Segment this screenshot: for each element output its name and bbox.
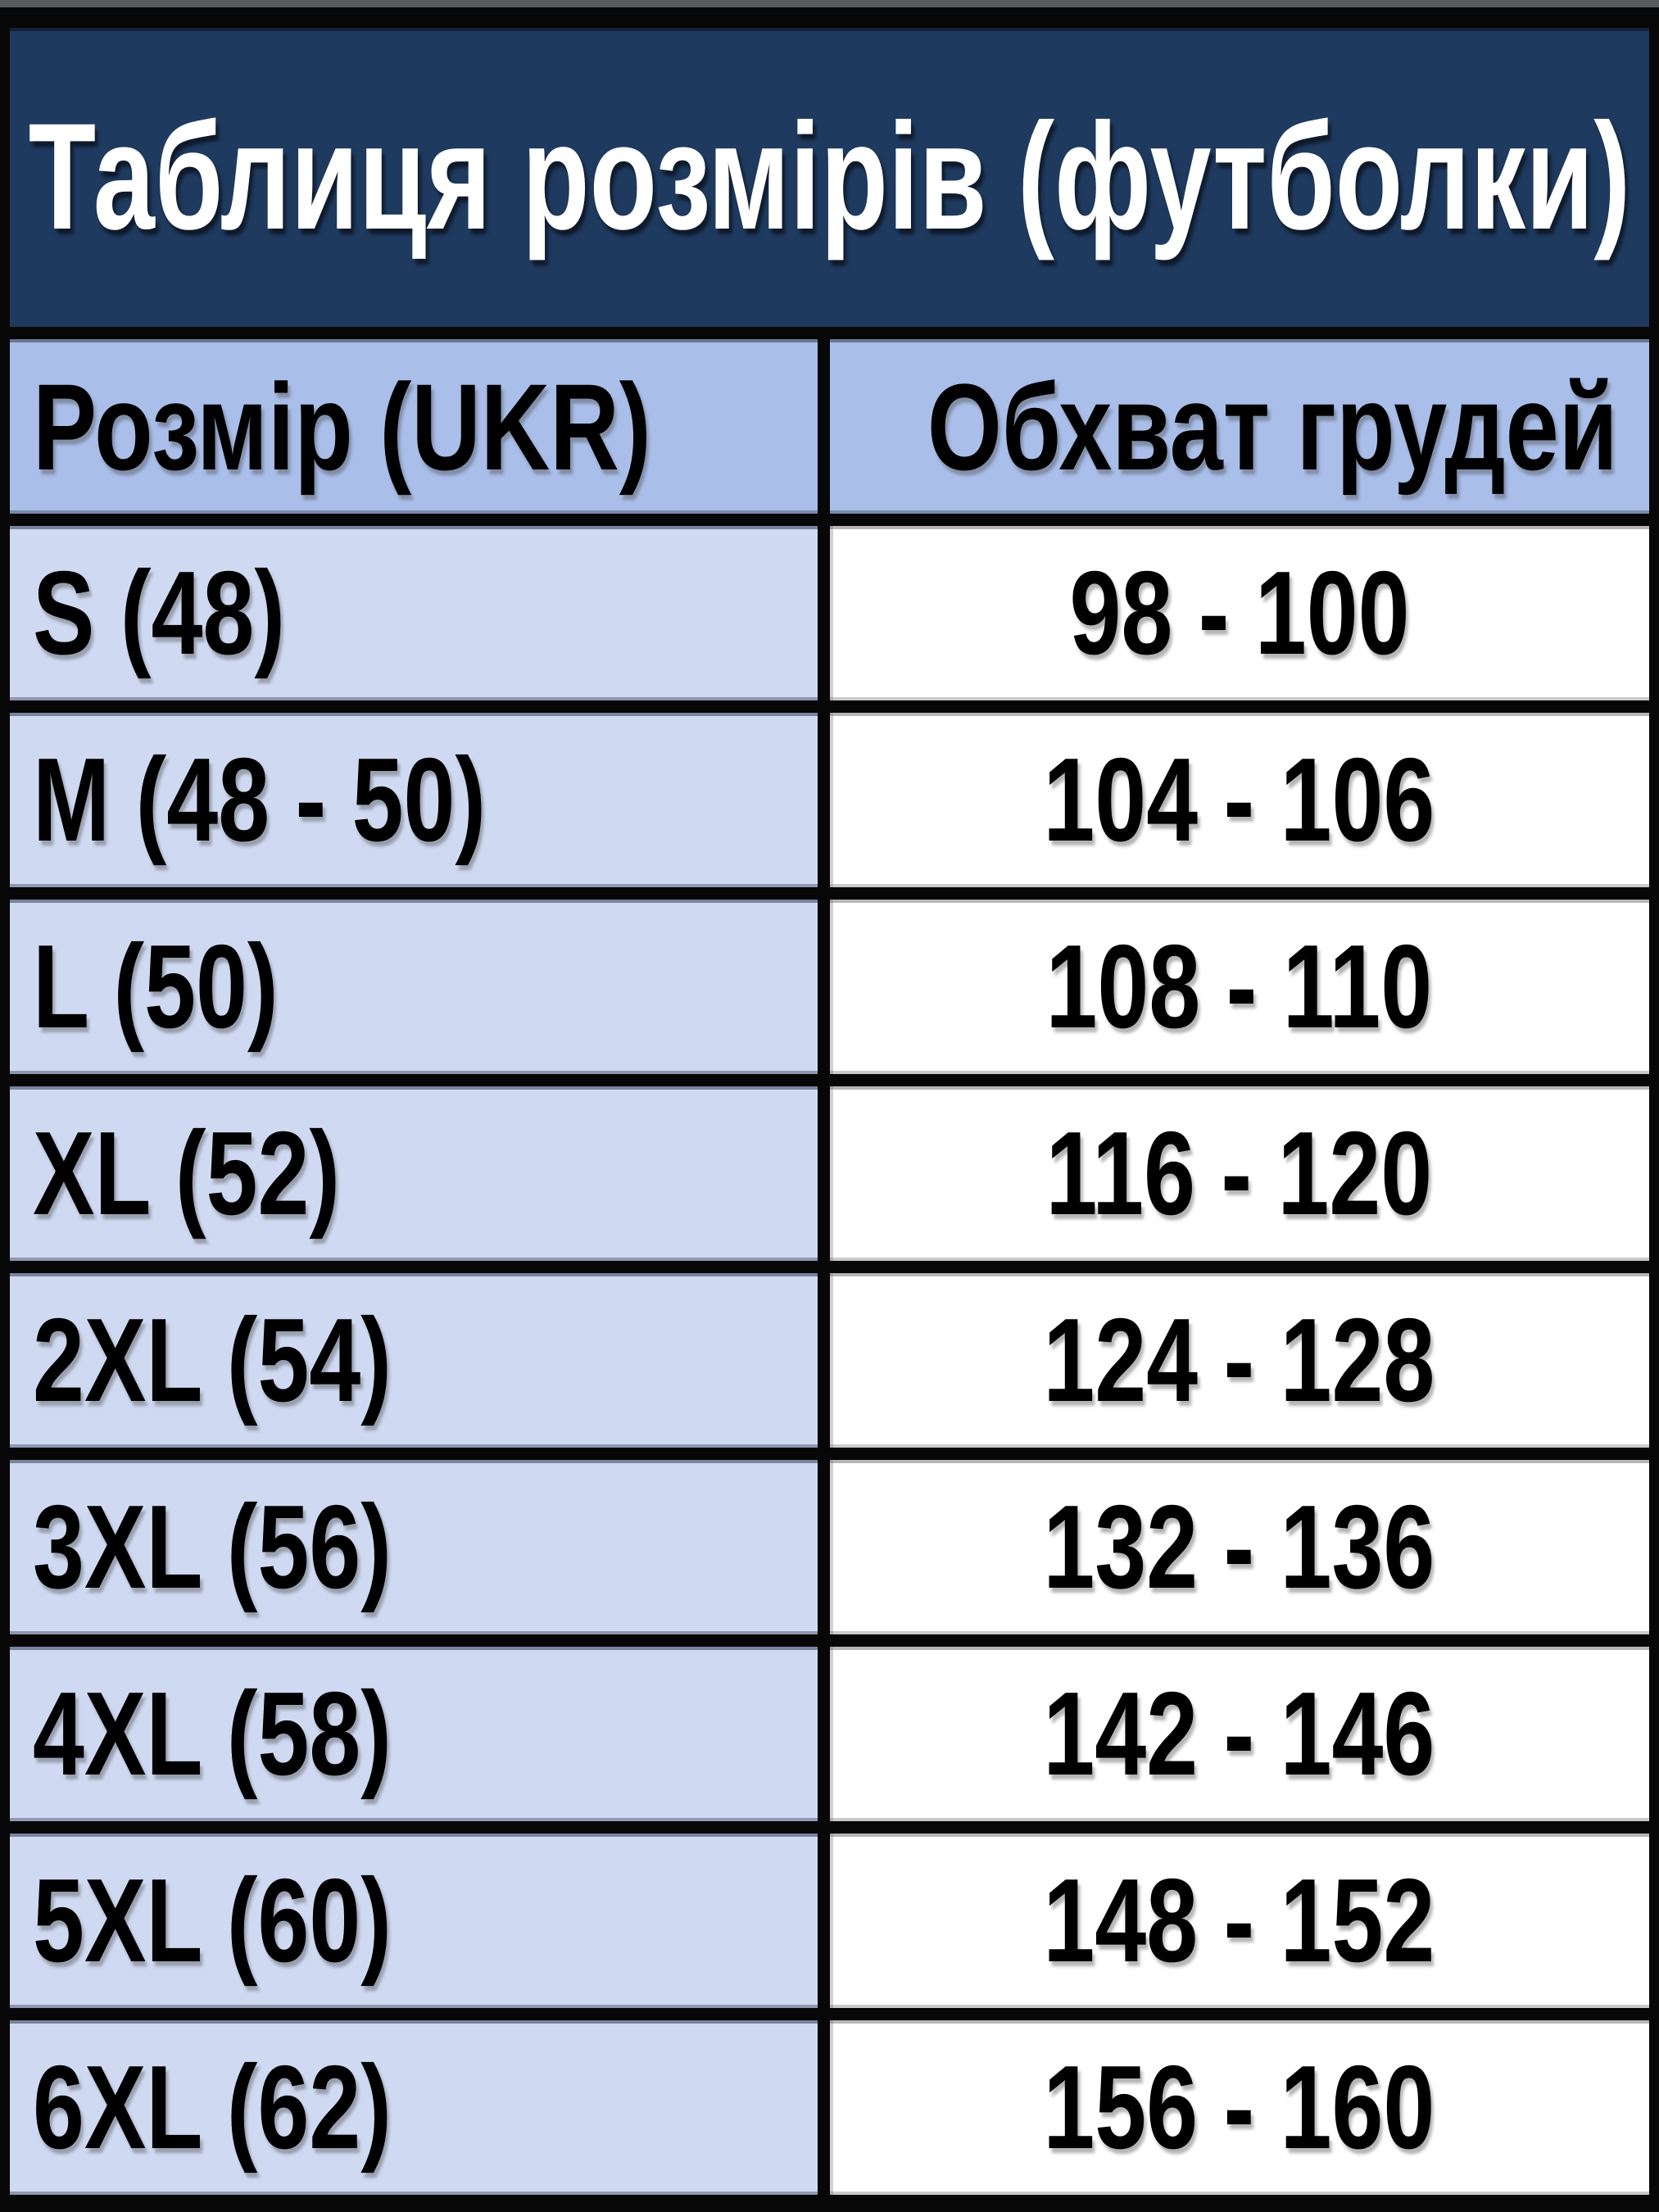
table-row: [10, 713, 1649, 887]
size-label: 3XL (56): [33, 1480, 392, 1613]
page-title: Таблиця розмірів (футболки): [28, 93, 1631, 261]
chest-cell: [830, 1647, 1650, 1821]
chest-value: 98 - 100: [1069, 546, 1410, 679]
column-header-size: [10, 339, 830, 514]
chest-cell: [830, 1460, 1650, 1634]
chest-value: 116 - 120: [1045, 1107, 1433, 1240]
size-label: M (48 - 50): [33, 733, 487, 866]
size-cell: [10, 900, 830, 1074]
size-cell: [10, 713, 830, 887]
table-row: [10, 1086, 1649, 1261]
size-cell: [10, 1460, 830, 1634]
table-row: [10, 1647, 1649, 1821]
chest-cell: [830, 2020, 1650, 2195]
column-header-chest: [830, 339, 1650, 514]
top-strip: [0, 0, 1659, 7]
chest-value: 104 - 106: [1043, 733, 1435, 866]
size-cell: [10, 1086, 830, 1261]
chest-cell: [830, 1086, 1650, 1261]
table-row: [10, 526, 1649, 700]
chest-value: 156 - 160: [1043, 2041, 1435, 2173]
size-label: 4XL (58): [33, 1667, 392, 1800]
size-cell: [10, 1273, 830, 1448]
chest-value: 124 - 128: [1043, 1294, 1435, 1426]
size-label: L (50): [33, 920, 279, 1053]
chest-cell: [830, 713, 1650, 887]
size-label: 5XL (60): [33, 1854, 392, 1987]
size-label: 6XL (62): [33, 2041, 392, 2173]
table-body: [10, 526, 1649, 2195]
chest-value: 108 - 110: [1045, 920, 1433, 1053]
chest-cell: [830, 1273, 1650, 1448]
chest-cell: [830, 526, 1650, 700]
table-row: [10, 900, 1649, 1074]
chest-value: 132 - 136: [1043, 1480, 1435, 1613]
size-cell: [10, 2020, 830, 2195]
table-row: [10, 2020, 1649, 2195]
column-header-chest-label: Обхват грудей: [927, 357, 1618, 496]
table-row: [10, 1834, 1649, 2008]
table-header: [10, 339, 1649, 514]
chest-cell: [830, 900, 1650, 1074]
column-header-size-label: Розмір (UKR): [33, 357, 651, 496]
size-label: S (48): [33, 546, 285, 679]
header-row: [10, 339, 1649, 514]
chest-cell: [830, 1834, 1650, 2008]
chest-value: 148 - 152: [1043, 1854, 1435, 1987]
chest-value: 142 - 146: [1043, 1667, 1435, 1800]
size-cell: [10, 526, 830, 700]
size-label: 2XL (54): [33, 1294, 392, 1426]
table-row: [10, 1273, 1649, 1448]
size-cell: [10, 1834, 830, 2008]
size-table: [10, 327, 1649, 2207]
table-row: [10, 1460, 1649, 1634]
title-band: [10, 28, 1649, 327]
size-cell: [10, 1647, 830, 1821]
size-label: XL (52): [33, 1107, 341, 1240]
